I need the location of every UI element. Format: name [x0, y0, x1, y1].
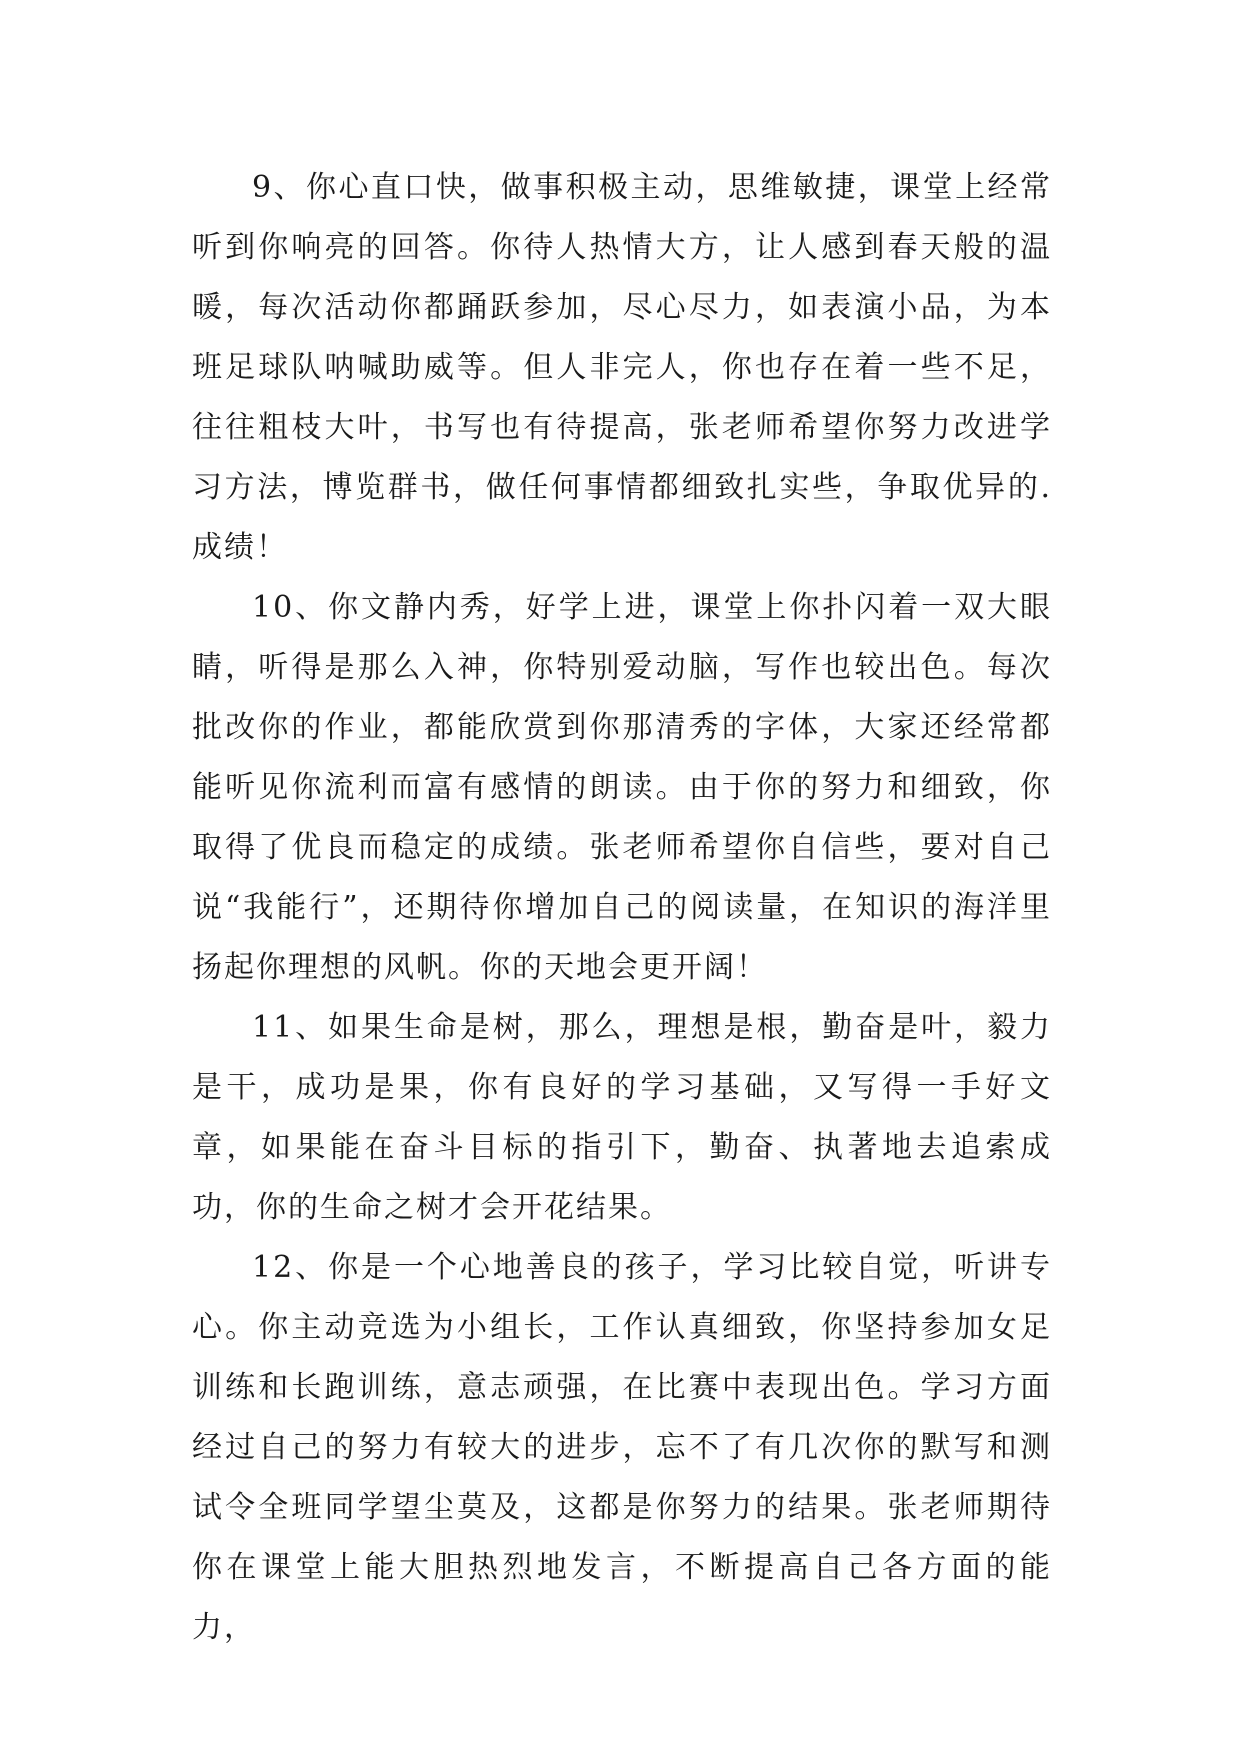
document-body	[192, 158, 1052, 1658]
comment-paragraph-10: 10、你文静内秀，好学上进，课堂上你扑闪着一双大眼睛，听得是那么入神，你特别爱动脑，写作也较出色。每次批改你的作业，都能欣赏到你那清秀的字体，大家还经常都能听见你流利而富有感情的朗读。由于你的努力和细致，你取得了优良而稳定的成绩。张老师希望你自信些，要对自己说“我能行”，还期待你增加自己的阅读量，在知识的海洋里扬起你理想的风帆。你的天地会更开阔！	[192, 590, 1052, 985]
comment-paragraph-9: 9、你心直口快，做事积极主动，思维敏捷，课堂上经常听到你响亮的回答。你待人热情大方，让人感到春天般的温暖，每次活动你都踊跃参加，尽心尽力，如表演小品，为本班足球队呐喊助威等。但人非完人，你也存在着一些不足，往往粗枝大叶，书写也有待提高，张老师希望你努力改进学习方法，博览群书，做任何事情都细致扎实些，争取优异的.成绩！	[192, 170, 1052, 565]
comment-paragraph-11: 11、如果生命是树，那么，理想是根，勤奋是叶，毅力是干，成功是果，你有良好的学习基础，又写得一手好文章，如果能在奋斗目标的指引下，勤奋、执著地去追索成功，你的生命之树才会开花结果。	[192, 1010, 1052, 1225]
comment-paragraph-12: 12、你是一个心地善良的孩子，学习比较自觉，听讲专心。你主动竞选为小组长，工作认真细致，你坚持参加女足训练和长跑训练，意志顽强，在比赛中表现出色。学习方面经过自己的努力有较大的进步，忘不了有几次你的默写和测试令全班同学望尘莫及，这都是你努力的结果。张老师期待你在课堂上能大胆热烈地发言，不断提高自己各方面的能力，	[192, 1250, 1052, 1645]
